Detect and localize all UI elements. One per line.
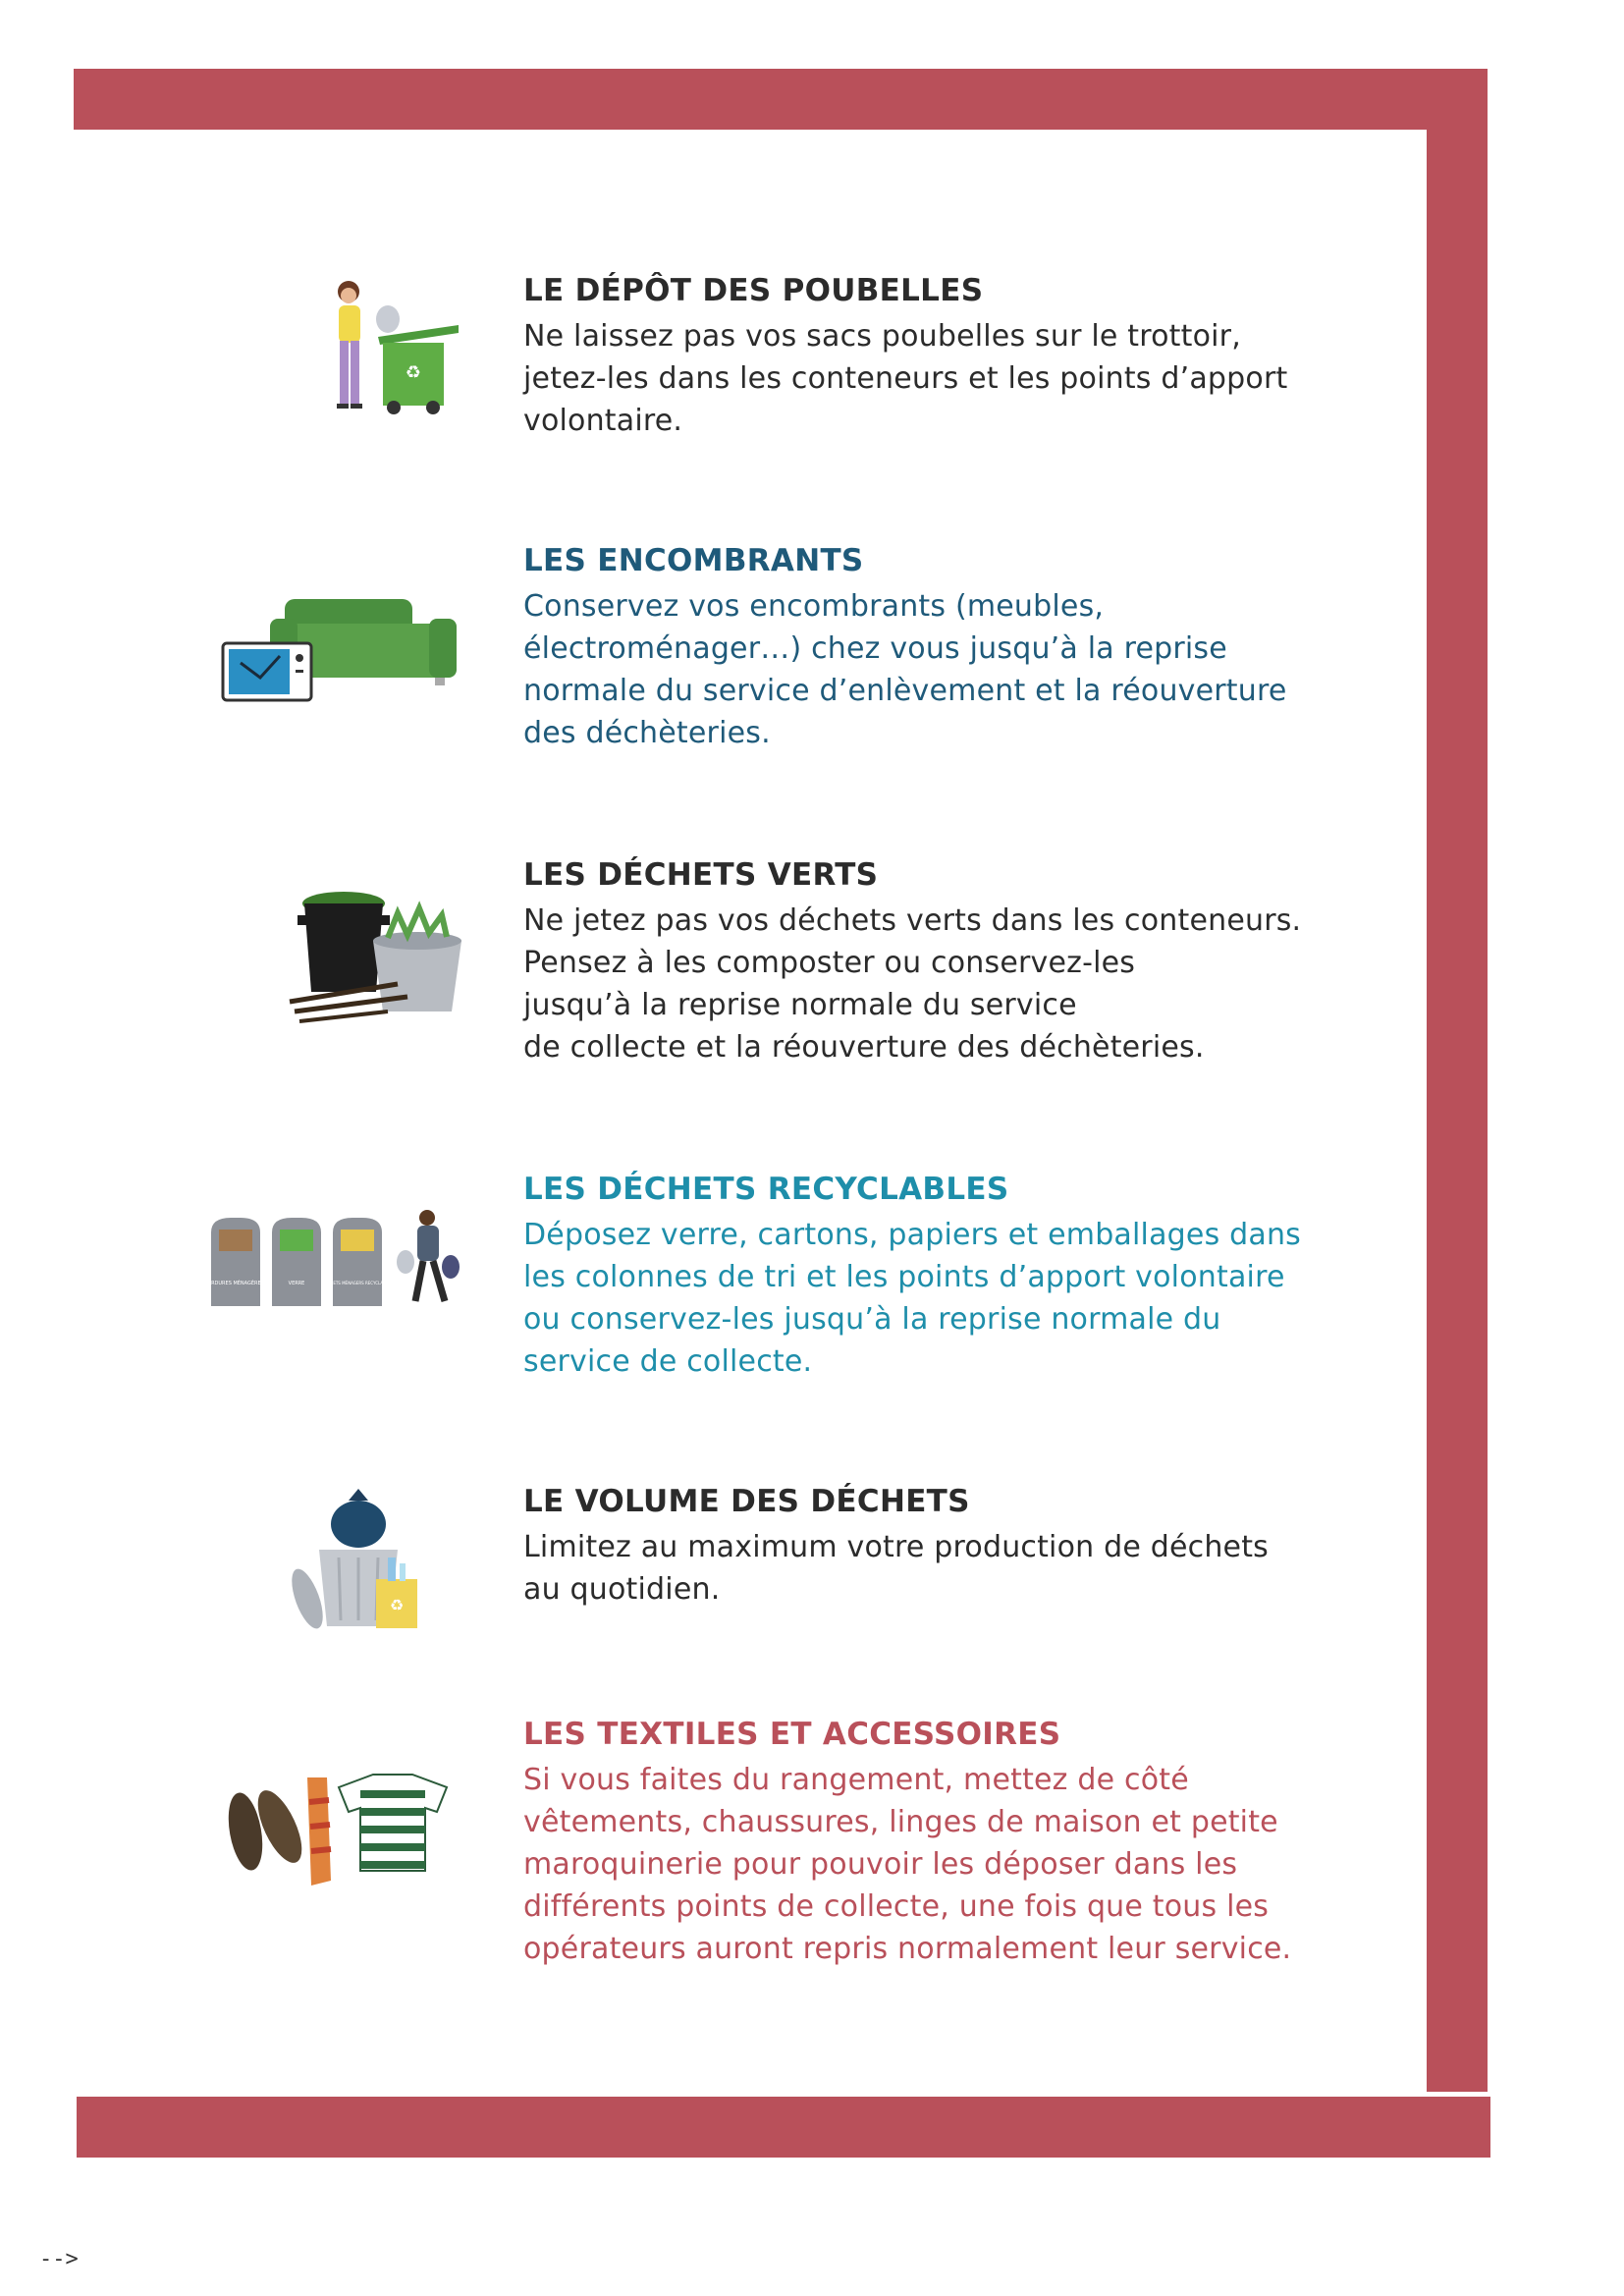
section-text-line: opérateurs auront repris normalement leur service. xyxy=(523,1932,1292,1966)
bin-label: VERRE xyxy=(288,1281,305,1286)
green-waste-bins-icon xyxy=(201,854,466,1041)
svg-text:♻: ♻ xyxy=(389,1596,405,1614)
frame-right-band xyxy=(1427,69,1488,2092)
trash-can-bag-icon xyxy=(201,1481,466,1667)
section-text-line: normale du service d’enlèvement et la réouverture xyxy=(523,674,1287,708)
section-heading: LES DÉCHETS VERTS xyxy=(523,857,879,893)
section-heading: LE VOLUME DES DÉCHETS xyxy=(523,1484,970,1519)
frame-top-band xyxy=(74,69,1488,130)
section-text-line: Déposez verre, cartons, papiers et emballages dans xyxy=(523,1218,1302,1252)
section-text-line: de collecte et la réouverture des déchèteries. xyxy=(523,1030,1205,1065)
section-text-line: Pensez à les composter ou conservez-les xyxy=(523,946,1136,980)
section-text-line: des déchèteries. xyxy=(523,716,771,750)
section-text-line: Si vous faites du rangement, mettez de côté xyxy=(523,1763,1189,1797)
bin-label: ORDURES MÉNAGÈRES xyxy=(207,1281,264,1286)
section-text-line: électroménager…) chez vous jusqu’à la reprise xyxy=(523,631,1227,666)
recycling-columns-icon xyxy=(201,1169,466,1355)
bin-label: DÉCHETS MÉNAGERS RECYCLABLES xyxy=(321,1281,394,1285)
section-text-line: les colonnes de tri et les points d’apport volontaire xyxy=(523,1260,1285,1294)
section-text-line: service de collecte. xyxy=(523,1344,813,1379)
frame-bottom-band xyxy=(77,2097,1490,2158)
section-text-line: jusqu’à la reprise normale du service xyxy=(523,988,1077,1022)
woman-trash-bin-icon xyxy=(201,270,466,457)
section-heading: LES DÉCHETS RECYCLABLES xyxy=(523,1172,1009,1207)
section-text-line: différents points de collecte, une fois que tous les xyxy=(523,1889,1270,1924)
clothes-shoes-icon xyxy=(201,1714,466,1900)
section-text-line: Conservez vos encombrants (meubles, xyxy=(523,589,1105,624)
section-heading: LES ENCOMBRANTS xyxy=(523,543,864,578)
section-text-line: Ne jetez pas vos déchets verts dans les conteneurs. xyxy=(523,903,1302,938)
section-text-line: vêtements, chaussures, linges de maison et petite xyxy=(523,1805,1278,1839)
section-heading: LE DÉPÔT DES POUBELLES xyxy=(523,273,984,308)
section-text-line: jetez-les dans les conteneurs et les points d’apport xyxy=(523,361,1288,396)
section-heading: LES TEXTILES ET ACCESSOIRES xyxy=(523,1717,1061,1752)
section-text-line: maroquinerie pour pouvoir les déposer dans les xyxy=(523,1847,1238,1882)
scan-mark: --> xyxy=(39,2247,79,2271)
section-text-line: Ne laissez pas vos sacs poubelles sur le trottoir, xyxy=(523,319,1241,354)
sofa-tv-icon xyxy=(201,540,466,727)
section-text-line: au quotidien. xyxy=(523,1572,721,1607)
section-text-line: volontaire. xyxy=(523,404,683,438)
section-text-line: ou conservez-les jusqu’à la reprise normale du xyxy=(523,1302,1221,1337)
section-text-line: Limitez au maximum votre production de déchets xyxy=(523,1530,1269,1564)
svg-text:♻: ♻ xyxy=(405,362,422,383)
